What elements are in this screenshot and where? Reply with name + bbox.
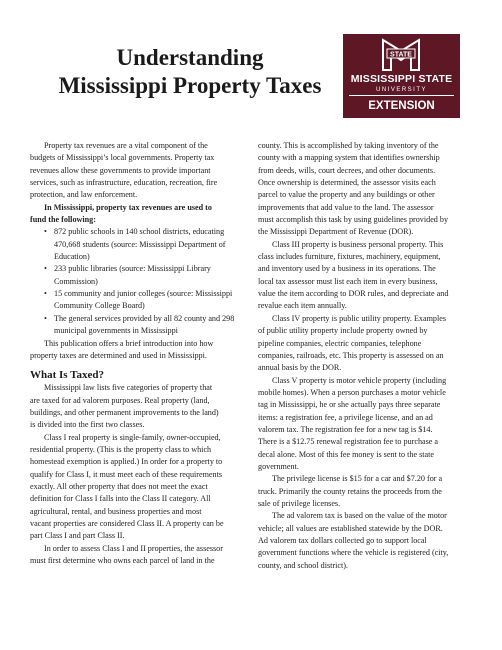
text-line: The privilege license is $15 for a car and $7.20 for a [272, 474, 443, 484]
text-line: Class IV property is public utility property. Examples [272, 313, 446, 323]
text-line: tag in Mississippi, he or she actually pays three separate [258, 400, 441, 410]
text-line: the Mississippi Department of Revenue (DOR). [258, 227, 414, 237]
ownership-paragraph [258, 140, 480, 239]
text-line: mobile homes). When a person purchases a motor vehicle [258, 387, 446, 397]
text-line: Once ownership is determined, the assessor visits each [258, 178, 436, 188]
msu-extension-logo [343, 34, 460, 118]
text-line: There is a $12.75 renewal registration fee to purchase a [258, 437, 439, 447]
text-line: Education) [54, 252, 90, 262]
text-line: 470,668 students (source: Mississippi Department of [54, 239, 226, 249]
right-column [258, 140, 480, 572]
text-line: must accomplish this task by using guidelines provided by [258, 215, 449, 225]
text-line: must first determine who owns each parcel of land in the [30, 556, 215, 565]
class-iii-paragraph [258, 239, 480, 313]
msu-logo-mark-icon [381, 38, 421, 72]
bullet-icon: • [44, 289, 47, 299]
text-line: Ad valorem tax dollars collected go to support local [258, 536, 427, 545]
text-line: value the item according to DOR rules, and depreciate and [258, 289, 449, 299]
text-line: county, and school district). [258, 560, 348, 570]
text-line: pipeline companies, electric companies, telephone [258, 338, 422, 348]
text-line: annual basis by the DOR. [258, 363, 342, 373]
logo-university-name: MISSISSIPPI STATE [350, 73, 453, 85]
text-line: revenues allow these governments to provide important [30, 165, 211, 175]
class-i-paragraph [30, 432, 252, 543]
privilege-license-paragraph [258, 473, 480, 510]
list-item [30, 313, 252, 338]
categories-paragraph [30, 382, 252, 431]
text-line: definition for Class I falls into the Class II category. All [30, 494, 211, 504]
text-line: This publication offers a brief introduction into how [44, 338, 214, 348]
bullet-icon: • [44, 313, 47, 323]
logo-university-word: UNIVERSITY [375, 87, 427, 93]
text-line: companies, railroads, etc. This property is assessed on an [258, 350, 444, 360]
text-line: 872 public schools in 140 school districts, educating [54, 227, 225, 237]
bullet-icon: • [44, 227, 47, 237]
text-line: The general services provided by all 82 county and 298 [54, 313, 235, 323]
text-line: is divided into the first two classes. [30, 420, 145, 430]
class-v-paragraph [258, 375, 480, 474]
text-line: 233 public libraries (source: Mississippi Library [54, 264, 211, 274]
text-line: and inventory used by a business in its operations. The [258, 264, 436, 274]
list-item [30, 263, 252, 288]
intro-paragraph [30, 140, 252, 202]
text-line: are taxed for ad valorem purposes. Real property (land, [30, 395, 210, 405]
text-line: Class I real property is single-family, owner-occupied, [44, 432, 221, 442]
text-line: Mississippi law lists five categories of property that [44, 383, 213, 393]
text-line: parcel to value the property and any buildings or other [258, 190, 435, 200]
text-line: exactly. All other property that does not meet the exact [30, 481, 208, 491]
text-line: improvements that add value to the land. The assessor [258, 202, 434, 212]
logo-mark-text: STATE [390, 51, 412, 59]
text-line: Property tax revenues are a vital component of the [44, 141, 208, 150]
text-line: vehicle; all values are established statewide by the DOR. [258, 523, 443, 533]
text-line: homestead exemption is applied.) In order for a property to [30, 457, 223, 467]
text-line: 15 community and junior colleges (source: Mississippi [54, 289, 233, 299]
text-line: class includes furniture, fixtures, machinery, equipment, [258, 252, 441, 262]
section-heading: What Is Taxed? [30, 369, 104, 382]
text-line: items: a registration fee, a privilege license, and an ad [258, 412, 433, 422]
text-line: of public utility property include property owned by [258, 326, 428, 336]
text-line: municipal governments in Mississippi [54, 326, 178, 336]
text-line: budgets of Mississippi’s local governments. Property tax [30, 153, 215, 163]
text-line: property taxes are determined and used in Mississippi. [30, 350, 207, 360]
text-line: Commission) [54, 276, 98, 286]
left-column [30, 140, 252, 567]
text-line: truck. Primarily the county retains the proceeds from the [258, 486, 442, 496]
assess-paragraph [30, 543, 252, 568]
text-line: qualify for Class I, it must meet each of these requirements [30, 469, 223, 479]
text-line: sale of privilege licenses. [258, 498, 341, 508]
funding-list [30, 226, 252, 337]
text-line: vacant properties are considered Class II. A property can be [30, 518, 224, 528]
bullet-icon: • [44, 264, 47, 274]
text-line: buildings, and other permanent improvements to the land) [30, 407, 219, 417]
text-line: revalue each item annually. [258, 301, 347, 311]
title-line-2: Mississippi Property Taxes [58, 73, 322, 98]
text-line: protection, and law enforcement. [30, 190, 138, 200]
text-line: Class III property is business personal property. This [272, 239, 444, 249]
text-line: The ad valorem tax is based on the value of the motor [272, 511, 447, 521]
text-line: local tax assessor must list each item in every business, [258, 276, 438, 286]
text-line: part Class I and part Class II. [30, 531, 125, 541]
logo-extension: EXTENSION [368, 100, 435, 112]
page-title [30, 44, 350, 100]
text-line: valorem tax. The registration fee for a new tag is $14. [258, 424, 433, 434]
ad-valorem-paragraph [258, 510, 480, 572]
text-line: government. [258, 461, 299, 471]
list-item [30, 288, 252, 313]
text-line: In order to assess Class I and II properties, the assessor [44, 543, 223, 553]
fund-lead-paragraph [30, 202, 252, 227]
text-line: government functions where the vehicle is registered (city, [258, 548, 449, 558]
text-line: residential property. (This is the property class to which [30, 444, 212, 454]
publication-paragraph [30, 338, 252, 363]
text-line: from deeds, wills, court decrees, and other documents. [258, 165, 436, 175]
text-line: county. This is accomplished by taking inventory of the [258, 141, 439, 150]
list-item [30, 226, 252, 263]
text-line: services, such as infrastructure, education, recreation, fire [30, 178, 218, 188]
text-line: Class V property is motor vehicle property (including [272, 375, 447, 385]
text-line: county with a mapping system that identifies ownership [258, 153, 440, 163]
text-line: agricultural, rental, and business properties and most [30, 506, 202, 516]
text-line: In Mississippi, property tax revenues are used to [44, 202, 212, 212]
text-line: fund the following: [30, 215, 96, 225]
class-iv-paragraph [258, 313, 480, 375]
logo-divider [349, 95, 454, 96]
title-line-1: Understanding [116, 45, 264, 70]
text-line: Community College Board) [54, 301, 145, 311]
text-line: decal alone. Most of this fee money is sent to the state [258, 449, 434, 459]
